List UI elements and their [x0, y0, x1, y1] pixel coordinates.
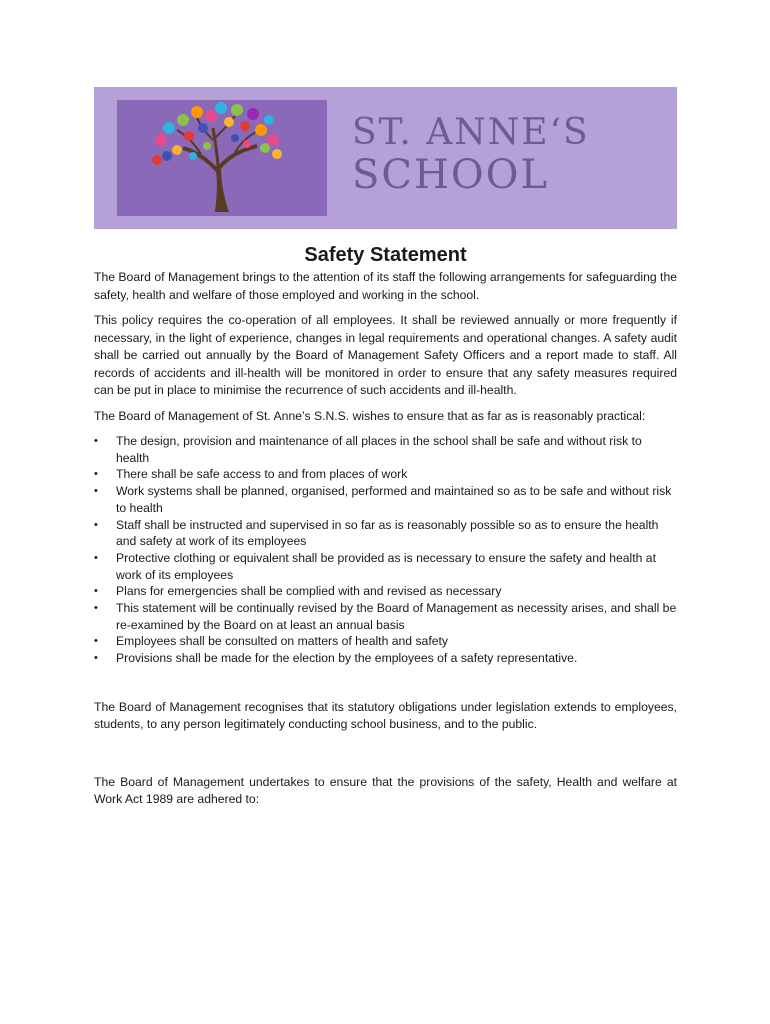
- list-item: • This statement will be continually revised by the Board of Management as necessity arises, and shall be re-examined by the Board on at least an annual basis: [94, 601, 677, 632]
- list-item: • Work systems shall be planned, organised, performed and maintained so as to be safe and without risk to health: [94, 484, 672, 515]
- list-item: • Protective clothing or equivalent shall be provided as is necessary to ensure the safety and health at work of its employees: [94, 550, 656, 582]
- list-item: • Provisions shall be made for the election by the employees of a safety representative.: [94, 651, 578, 666]
- school-name-line1: ST. ANNE‘S: [352, 112, 590, 153]
- policy-paragraph: This policy requires the co-operation of all employees. It shall be reviewed annually or more frequently if necessary, in the light of experience, changes in legal requirements and operational changes. A safety audit shall be carried out annually by the Board of Management Safety Officers and a report made to staff. All records of accidents and ill-health will be monitored in order to ensure that any safety measures required can be put in place to minimise the recurrence of such accidents and ill-health.: [94, 313, 677, 397]
- bullet-icon: •: [94, 585, 98, 598]
- bullet-icon: •: [94, 468, 98, 481]
- school-banner: [94, 87, 677, 229]
- school-name: [352, 112, 662, 198]
- school-name-line2: SCHOOL: [352, 152, 550, 198]
- list-item: • The design, provision and maintenance of all places in the school shall be safe and without risk to health: [94, 434, 642, 465]
- bullet-icon: •: [94, 518, 98, 531]
- bullet-icon: •: [94, 602, 98, 615]
- document-body: [94, 269, 677, 817]
- bullet-icon: •: [94, 485, 98, 498]
- obligations-paragraph: The Board of Management recognises that its statutory obligations under legislation extends to employees, students, to any person legitimately conducting school business, and to the public.: [94, 699, 677, 732]
- intro-paragraph: The Board of Management brings to the attention of its staff the following arrangements for safeguarding the safety, health and welfare of those employed and working in the school.: [94, 270, 677, 302]
- list-item: • Staff shall be instructed and supervised in so far as is reasonably possible so as to ensure the health and safety at work of its employees: [94, 517, 659, 549]
- bullet-icon: •: [94, 635, 98, 648]
- list-item: • There shall be safe access to and from places of work: [94, 467, 408, 482]
- list-item: • Plans for emergencies shall be complied with and revised as necessary: [94, 584, 502, 599]
- act-paragraph: The Board of Management undertakes to ensure that the provisions of the safety, Health and welfare at Work Act 1989 are adhered to:: [94, 774, 677, 807]
- school-logo: [117, 100, 327, 216]
- bullet-icon: •: [94, 551, 98, 564]
- practical-paragraph: The Board of Management of St. Anne’s S.N.S. wishes to ensure that as far as is reasonably practical:: [94, 408, 646, 423]
- safety-list: [94, 433, 677, 667]
- document-title: Safety Statement: [304, 244, 467, 266]
- bullet-icon: •: [94, 435, 98, 447]
- tree-of-hands-icon: [117, 100, 327, 216]
- bullet-icon: •: [94, 652, 98, 665]
- list-item: • Employees shall be consulted on matters of health and safety: [94, 634, 448, 649]
